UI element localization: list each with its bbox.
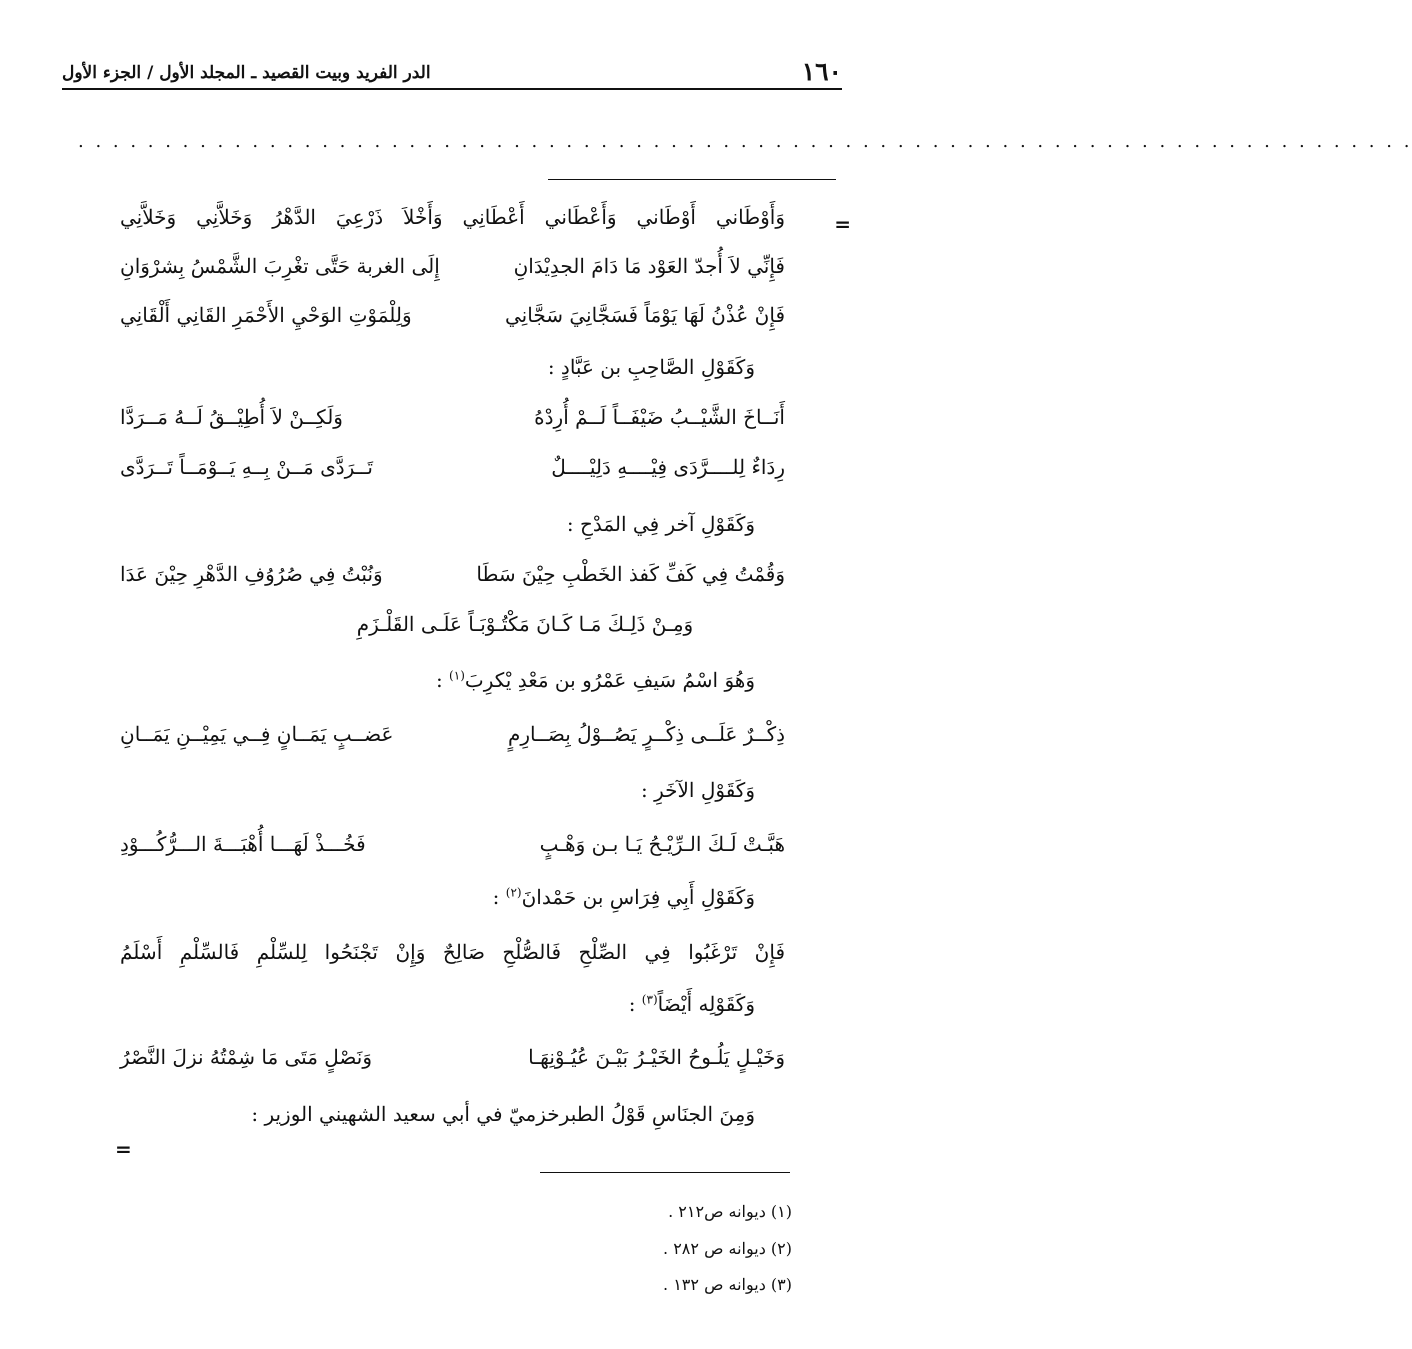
intro-aydan-colon: : <box>628 992 642 1016</box>
verse-4-first-hemistich: أَنَــاخَ الشَّيْــبُ ضَيْفَــاً لَــمْ أُرِدْهُ <box>534 405 785 429</box>
header-rule <box>62 88 842 90</box>
verse-10-second-hemistich: وَنَصْلٍ مَتَى مَا شِمْتُهُ نزلَ النَّصْرُ <box>120 1045 373 1069</box>
running-title: الدر الفريد وبيت القصيد ـ المجلد الأول / الجزء الأول <box>62 63 431 83</box>
verse-8-second-hemistich: فَخُـــذْ لَهَـــا أُهْبَـــةَ الـــرُّكُـــوْدِ <box>120 832 366 856</box>
verse-line-5 <box>120 455 785 485</box>
verse-line-1 <box>120 205 785 235</box>
verse-line-7 <box>120 722 785 752</box>
footnote-ref-1: (١) <box>449 668 465 683</box>
intro-amr-colon: : <box>435 668 450 692</box>
intro-akhar: وَكَقَوْلِ الآخَرِ : <box>641 778 755 802</box>
verse-7-first-hemistich: ذِكْــرٌ عَلَــى ذِكْــرٍ يَصُــوْلُ بِصَــارِمٍ <box>508 722 785 746</box>
footnote-rule <box>540 1172 790 1173</box>
verse-6-second-hemistich: وَنُبْتُ فِي صُرُوُفِ الدَّهْرِ حِيْنَ عَدَا <box>120 562 383 586</box>
verse-line-3 <box>120 303 785 333</box>
verse-3-second-hemistich: وَلِلْمَوْتِ الوَحْيِ الأَحْمَرِ القَانِي أَلْقَانِي <box>120 303 412 327</box>
verse-4-second-hemistich: وَلَكِــنْ لاَ أُطِيْــقُ لَــهُ مَــرَدَّا <box>120 405 343 429</box>
intro-aydan <box>629 992 755 1016</box>
verse-7-second-hemistich: عَضــبٍ يَمَــانٍ فِــي يَمِيْــنِ يَمَــانِ <box>120 722 394 746</box>
verse-line-2 <box>120 254 785 284</box>
footnote-ref-3: (٣) <box>641 992 658 1007</box>
separator-dots: . . . . . . . . . . . . . . . . . . . . . . . . . . . . . . . . . . . . . . . . . . . . . . . . . . . . . . . . . . . . . . . . . . . . . . . . . . . . . <box>78 131 1412 152</box>
verse-line-4 <box>120 405 785 435</box>
verse-5-second-hemistich: تَــرَدَّى مَــنْ بِــهِ يَــوْمَــاً تَــرَدَّى <box>120 455 373 479</box>
verse-6-first-hemistich: وَقُمْتُ فِي كَفِّ كَفذ الخَطْبِ حِيْنَ سَطَا <box>476 562 785 586</box>
continuation-mark-bottom: = <box>115 1137 132 1161</box>
continuation-mark-top: = <box>834 212 851 236</box>
intro-abi-firas-colon: : <box>492 885 506 909</box>
verse-2-first-hemistich: فَإِنِّي لاَ أُجدّ العَوْد مَا دَامَ الجدِيْدَانِ <box>513 254 785 278</box>
page-number: ١٦٠ <box>801 57 842 86</box>
verse-2-second-hemistich: إِلَى الغربة حَتَّى تغْرِبَ الشَّمْسُ بِشرْوَانِ <box>120 254 440 278</box>
footnote-2: (٢) ديوانه ص ٢٨٢ . <box>663 1239 792 1258</box>
intro-sahib: وَكَقَوْلِ الصَّاحِبِ بن عَبَّادٍ : <box>547 355 755 379</box>
verse-line-8 <box>120 832 785 862</box>
verse-5-first-hemistich: رِدَاءٌ لِلــــرَّدَى فِيْــــهِ دَلِيْــــلٌ <box>551 455 785 479</box>
footnote-1: (١) ديوانه ص٢١٢ . <box>668 1202 792 1221</box>
intro-amr <box>436 668 755 692</box>
verse-8-first-hemistich: هَبَّـتْ لَـكَ الـرِّيْـحُ يَـا بـن وَهْـبٍ <box>539 832 785 856</box>
intro-jinas: وَمِنَ الجنَاسِ قَوْلُ الطبرخزميّ في أبي سعيد الشهيني الوزير : <box>251 1102 755 1126</box>
verse-line-9 <box>120 940 785 970</box>
footnote-3: (٣) ديوانه ص ١٣٢ . <box>663 1275 792 1294</box>
intro-amr-text: وَهُوَ اسْمُ سَيفِ عَمْرُو بن مَعْدِ يْكرِبَ <box>464 668 755 692</box>
verse-1-text: وَأَوْطَاني أَوْطَاني وَأَعْطَاني أَعْطَانِي وَأَخْلاَ ذَرْعِيَ الدَّهْرُ وَخَلاَّنِي وَخَلاَّنِي <box>120 205 785 229</box>
verse-line-6 <box>120 562 785 592</box>
page-header <box>62 55 842 89</box>
verse-3-first-hemistich: فَإِنْ عُذْنُ لَهَا يَوْمَاً فَسَجَّانِيَ سَجَّانِي <box>505 303 785 327</box>
intro-abi-firas <box>493 885 755 909</box>
intro-madh: وَكَقَوْلِ آخر فِي المَدْحِ : <box>566 512 755 536</box>
verse-10-first-hemistich: وَخَيْـلٍ يَلُـوحُ الخَيْـرُ بَيْـنَ عُيُـوْنِهَـا <box>528 1045 785 1069</box>
verse-line-10 <box>120 1045 785 1075</box>
verse-9-text: فَإِنْ تَرْغَبُوا فِي الصِّلْحِ فَالصُّلْحِ صَالِحٌ وَإِنْ تَجْنَحُوا لِلسِّلْمِ فَالسِّلْمِ أَسْلَمُ <box>120 940 785 964</box>
intro-aydan-text: وَكَقَوْلِه أَيْضَاً <box>657 992 755 1016</box>
footnote-ref-2: (٢) <box>505 885 522 900</box>
section-rule <box>548 179 836 180</box>
verse-6-continuation: وَمِـنْ ذَلِـكَ مَـا كَـانَ مَكْتُـوْبَـاً عَلَـى القَلْـزَمِ <box>356 612 694 636</box>
intro-abi-firas-text: وَكَقَوْلِ أَبِي فِرَاسِ بن حَمْدانَ <box>521 885 755 909</box>
